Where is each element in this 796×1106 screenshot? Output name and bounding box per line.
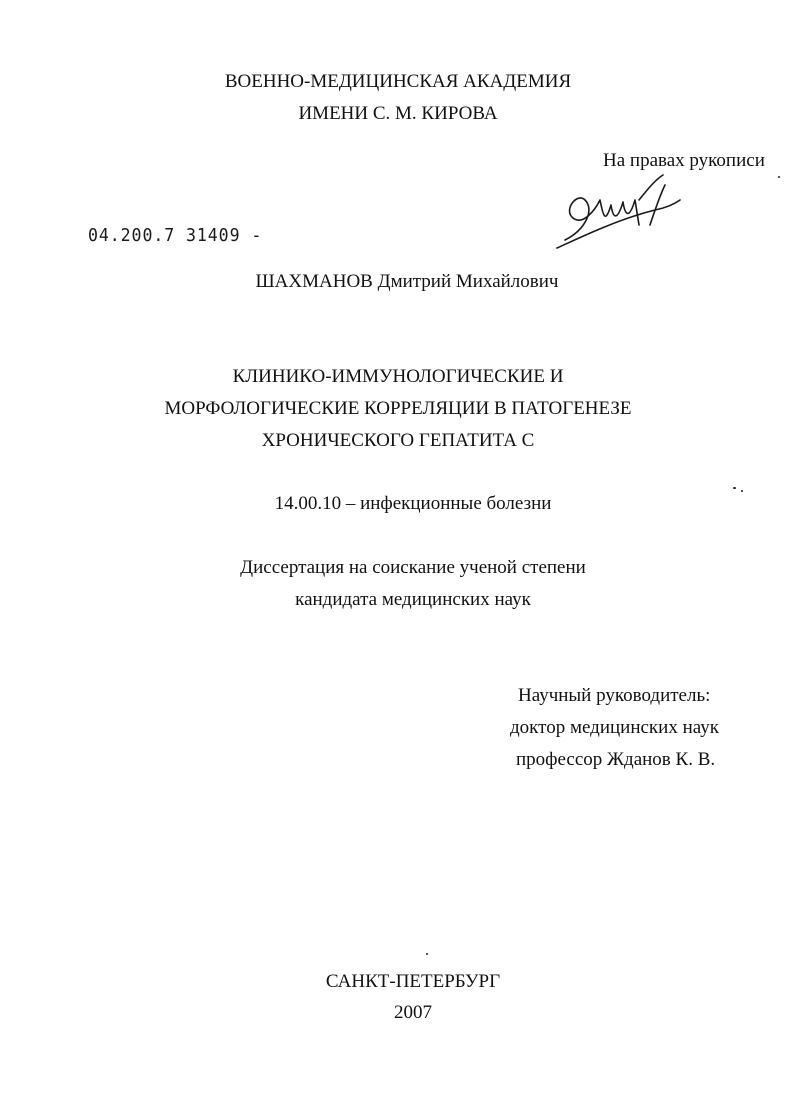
title-line1: КЛИНИКО-ИММУНОЛОГИЧЕСКИЕ И (232, 366, 564, 387)
scan-speck (741, 490, 743, 492)
dissertation-purpose-line1: Диссертация на соискание ученой степени (240, 557, 586, 578)
dissertation-purpose-line2: кандидата медицинских наук (295, 589, 531, 610)
scan-speck (778, 176, 780, 178)
academy-name-line1: ВОЕННО-МЕДИЦИНСКАЯ АКАДЕМИЯ (224, 71, 572, 92)
supervisor-label: Научный руководитель: (518, 685, 711, 706)
signature-icon (555, 170, 685, 255)
scan-speck (733, 487, 736, 489)
title-line2: МОРФОЛОГИЧЕСКИЕ КОРРЕЛЯЦИИ В ПАТОГЕНЕЗЕ (164, 398, 632, 419)
scan-speck (426, 953, 428, 955)
city: САНКТ-ПЕТЕРБУРГ (325, 971, 501, 992)
year: 2007 (394, 1002, 432, 1023)
archive-stamp-number: 04.200.7 31409 - (88, 225, 263, 246)
author-name: ШАХМАНОВ Дмитрий Михайлович (255, 271, 559, 292)
title-line3: ХРОНИЧЕСКОГО ГЕПАТИТА С (261, 430, 535, 451)
supervisor-degree: доктор медицинских наук (510, 717, 719, 738)
supervisor-name: профессор Жданов К. В. (516, 749, 716, 770)
specialty-code: 14.00.10 – инфекционные болезни (274, 493, 552, 514)
manuscript-rights-note: На правах рукописи (603, 150, 765, 171)
academy-name-line2: ИМЕНИ С. М. КИРОВА (298, 103, 498, 124)
